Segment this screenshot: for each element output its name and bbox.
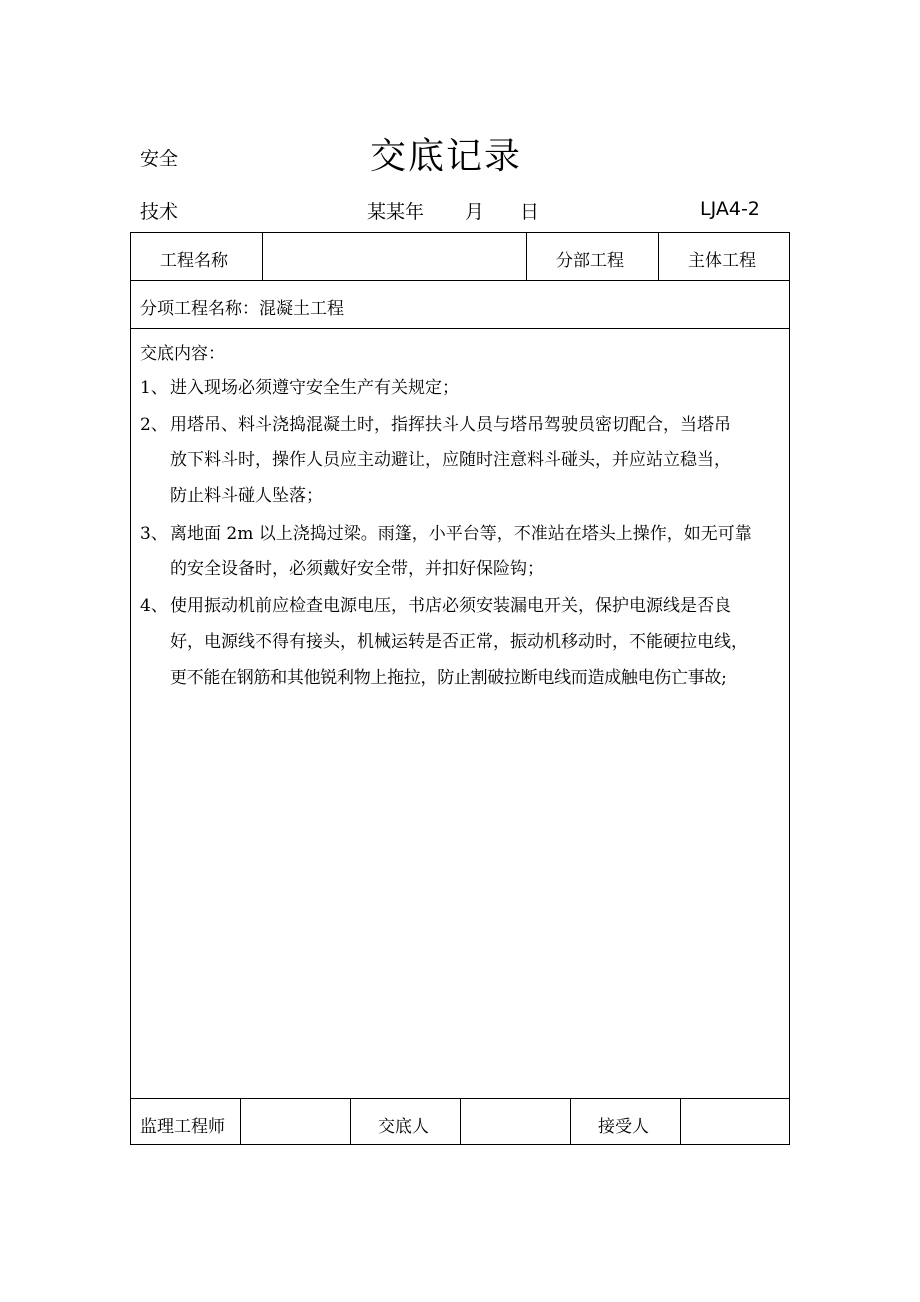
division-label: 分部工程	[556, 251, 624, 271]
item-line: 的安全设备时，必须戴好安全带，并扣好保险钩；	[170, 559, 544, 579]
table-border-right	[789, 232, 790, 1145]
col-divider-f-a	[240, 1098, 241, 1144]
page-title: 交底记录	[370, 136, 523, 177]
date-year: 某某年	[367, 201, 425, 223]
item-line: 放下料斗时，操作人员应主动避让，应随时注意料斗碰头，并应站立稳当，	[170, 450, 731, 470]
col-divider-r1-b	[526, 232, 527, 280]
date-day: 日	[520, 201, 540, 223]
item-number: 2、	[140, 415, 168, 435]
project-name-label: 工程名称	[160, 251, 228, 271]
col-divider-r1-a	[262, 232, 263, 280]
content-heading: 交底内容：	[140, 344, 225, 364]
division-value: 主体工程	[688, 251, 756, 271]
item-line: 防止料斗碰人坠落；	[170, 486, 323, 506]
item-number: 3、	[140, 524, 168, 544]
item-line: 使用振动机前应检查电源电压，书店必须安装漏电开关，保护电源线是否良	[170, 596, 731, 616]
item-line: 用塔吊、料斗浇捣混凝土时，指挥扶斗人员与塔吊驾驶员密切配合，当塔吊	[170, 415, 731, 435]
table-border-bottom	[130, 1144, 790, 1145]
item-line: 进入现场必须遵守安全生产有关规定；	[170, 378, 459, 398]
date-month: 月	[465, 201, 485, 223]
document-code: LJA4-2	[700, 198, 760, 220]
discloser-label: 交底人	[378, 1117, 429, 1137]
col-divider-f-c	[460, 1098, 461, 1144]
table-border-left	[130, 232, 131, 1145]
subitem-project-name: 分项工程名称：混凝土工程	[140, 299, 344, 319]
col-divider-f-d	[570, 1098, 571, 1144]
supervisor-label: 监理工程师	[140, 1117, 225, 1137]
item-number: 1、	[140, 378, 168, 398]
col-divider-f-b	[350, 1098, 351, 1144]
item-line: 好，电源线不得有接头，机械运转是否正常，振动机移动时，不能硬拉电线，	[170, 632, 748, 652]
item-line: 更不能在钢筋和其他锐利物上拖拉，防止割破拉断电线而造成触电伤亡事故;	[170, 668, 727, 688]
header-technical-label: 技术	[140, 201, 179, 223]
row-divider-2	[130, 328, 790, 329]
col-divider-f-e	[680, 1098, 681, 1144]
col-divider-r1-c	[658, 232, 659, 280]
header-safety-label: 安全	[140, 148, 179, 170]
row-divider-1	[130, 280, 790, 281]
item-line: 离地面 2m 以上浇捣过梁。雨篷，小平台等，不准站在塔头上操作，如无可靠	[170, 524, 752, 544]
receiver-label: 接受人	[598, 1117, 649, 1137]
table-border-top	[130, 232, 790, 233]
item-number: 4、	[140, 596, 168, 616]
